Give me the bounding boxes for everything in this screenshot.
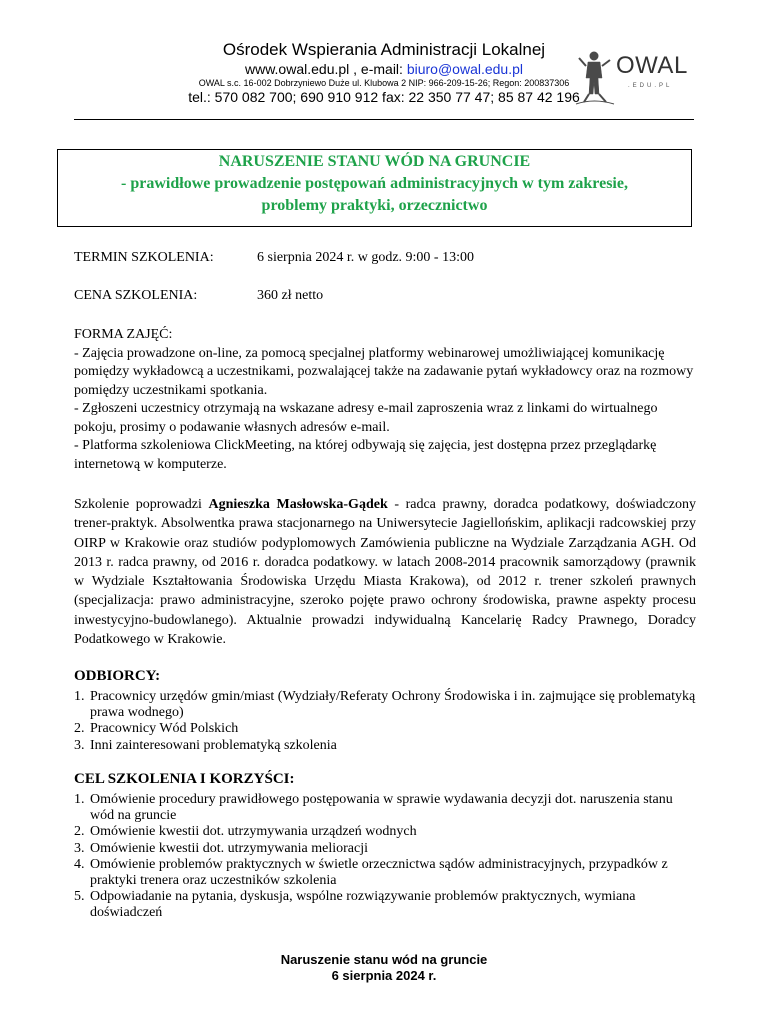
- odbiorcy-heading: ODBIORCY:: [74, 668, 161, 684]
- list-item: 3. Omówienie kwestii dot. utrzymywania melioracji: [74, 840, 368, 856]
- trainer-name: Agnieszka Masłowska-Gądek: [208, 497, 388, 512]
- list-item: 3. Inni zainteresowani problematyką szkolenia: [74, 737, 337, 753]
- phone-numbers: tel.: 570 082 700; 690 910 912 fax: 22 350 77 47; 85 87 42 196: [188, 89, 580, 105]
- forma-section: [74, 326, 696, 474]
- title-line-2: - prawidłowe prowadzenie postępowań administracyjnych w tym zakresie,: [121, 175, 628, 192]
- cel-list: [74, 792, 696, 922]
- logo-subtext: .EDU.PL: [628, 83, 673, 89]
- cena-row: [74, 288, 324, 304]
- termin-row: [74, 250, 474, 266]
- trainer-bio: - radca prawny, doradca podatkowy, doświadczony trener-praktyk. Absolwentka prawa stacjonarnego na Uniwersytecie Jagiellońskim, aplikacji radcowskiej przy OIRP w Krakowie oraz studiów podyplomowych Zamówienia publiczne na Wydziale Zarządzania AGH. Od 2013 r. radca prawny, od 2016 r. doradca podatkowy. w latach 2008-2014 pracownik samorządowy (prawnik w Wydziale Kształtowania Środowiska Urzędu Miasta Krakowa), od 2012 r. trener szkoleń prawnych (specjalizacja: prawo administracyjne, szeroko pojęte prawo ochrony środowiska, prawne aspekty procesu inwestycyjno-budowlanego). Aktualnie prowadzi indywidualną Kancelarię Radcy Prawnego, Doradcy Podatkowego w Krakowie.: [74, 497, 697, 648]
- list-item: 4. Omówienie problemów praktycznych w świetle orzecznictwa sądów administracyjnych, przypadków z praktyki trenera oraz uczestników szkolenia: [74, 856, 668, 889]
- email-link[interactable]: biuro@owal.edu.pl: [406, 61, 523, 77]
- website-text: www.owal.edu.pl , e-mail:: [244, 61, 407, 77]
- list-item: 5. Odpowiadanie na pytania, dyskusja, wspólne rozwiązywanie problemów praktycznych, wymiana doświadczeń: [74, 889, 636, 921]
- forma-paragraph-1: - Zajęcia prowadzone on-line, za pomocą specjalnej platformy webinarowej umożliwiającej komunikację pomiędzy wykładowcą a uczestnikami, pozwalającej także na zadawanie pytań wykładowcy oraz na rozmowy pomiędzy uczestnikami spotkania.: [74, 345, 694, 398]
- list-item: 2. Pracownicy Wód Polskich: [74, 721, 239, 737]
- odbiorcy-list: [74, 689, 696, 754]
- footer: [0, 952, 768, 984]
- org-name: Ośrodek Wspierania Administracji Lokalnej: [222, 40, 546, 59]
- company-info: OWAL s.c. 16-002 Dobrzyniewo Duże ul. Klubowa 2 NIP: 966-209-15-26; Regon: 200837306: [198, 78, 570, 88]
- cel-heading: CEL SZKOLENIA I KORZYŚCI:: [74, 771, 295, 787]
- footer-title: Naruszenie stanu wód na gruncie: [280, 952, 488, 967]
- termin-label: TERMIN SZKOLENIA:: [74, 250, 214, 265]
- cena-value: 360 zł netto: [257, 288, 324, 303]
- termin-value: 6 sierpnia 2024 r. w godz. 9:00 - 13:00: [257, 250, 474, 265]
- title-line-1: NARUSZENIE STANU WÓD NA GRUNCIE: [218, 153, 531, 170]
- trainer-intro: Szkolenie poprowadzi: [74, 497, 209, 512]
- title-line-3: problemy praktyki, orzecznictwo: [261, 197, 488, 214]
- footer-date: 6 sierpnia 2024 r.: [331, 968, 437, 983]
- cena-label: CENA SZKOLENIA:: [74, 288, 198, 303]
- logo-text: OWAL: [616, 52, 688, 79]
- list-item: 1. Pracownicy urzędów gmin/miast (Wydziały/Referaty Ochrony Środowiska i in. zajmujące się problematyką prawa wodnego): [74, 689, 696, 721]
- trainer-paragraph: [74, 495, 696, 649]
- list-item: 2. Omówienie kwestii dot. utrzymywania urządzeń wodnych: [74, 824, 417, 840]
- course-title-box: [57, 149, 692, 227]
- forma-heading: FORMA ZAJĘĆ:: [74, 327, 173, 342]
- list-item: 1. Omówienie procedury prawidłowego postępowania w sprawie wydawania decyzji dot. naruszenia stanu wód na gruncie: [74, 792, 673, 824]
- forma-paragraph-3: - Platforma szkoleniowa ClickMeeting, na której odbywają się zajęcia, jest dostępna przez przeglądarkę internetową w komputerze.: [74, 438, 657, 472]
- header-divider: [74, 119, 694, 120]
- forma-paragraph-2: - Zgłoszeni uczestnicy otrzymają na wskazane adresy e-mail zaproszenia wraz z linkami do wirtualnego pokoju, prosimy o podawanie własnych adresów e-mail.: [74, 401, 658, 435]
